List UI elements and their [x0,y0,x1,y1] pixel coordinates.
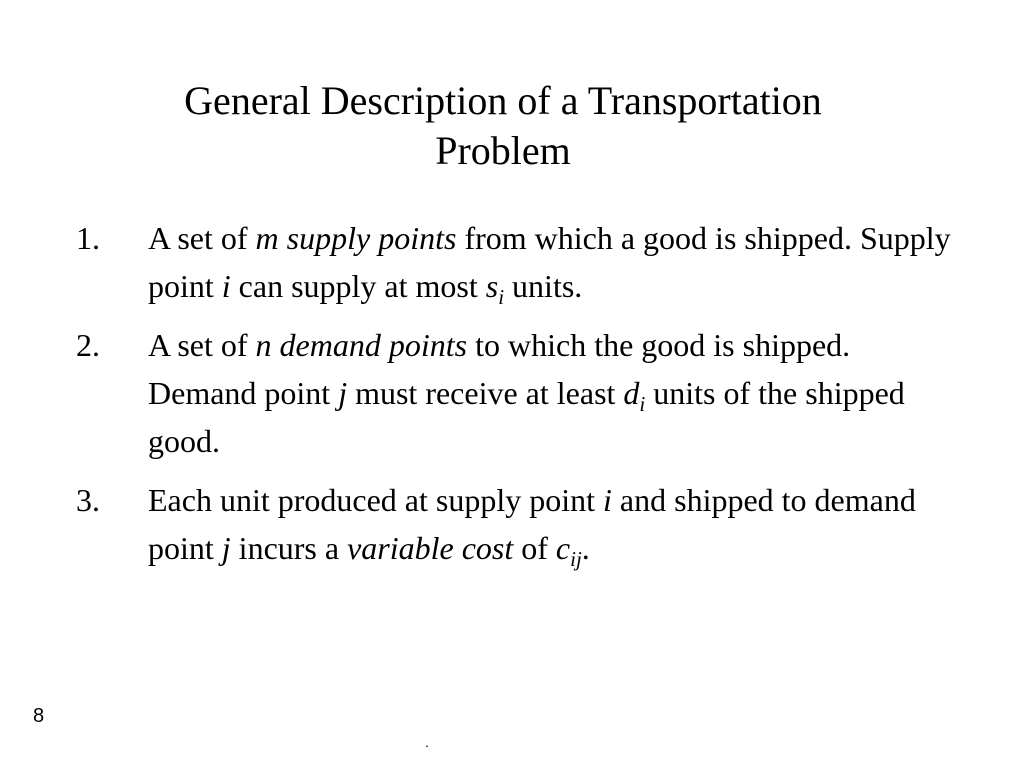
list-emphasis: n demand points [255,327,468,363]
list-item-2 [76,321,956,465]
slide-title-line-1: General Description of a Transportation [184,78,822,123]
slide-title [100,76,906,176]
list-text: Each unit produced at supply point [148,482,604,518]
list-emphasis: s [485,268,499,304]
list-emphasis: m supply points [255,220,457,256]
list-text: units of the shipped good. [148,375,905,459]
list-text: can supply at most [230,268,486,304]
list-subscript: i [639,392,646,416]
footer-mark: . [425,734,429,750]
list-subscript: i [498,285,505,309]
list-item-number: 1. [76,220,100,256]
list-item-number: 3. [76,482,100,518]
list-item-3 [76,476,956,572]
list-text: and shipped to demand point [148,482,916,566]
list-emphasis: variable cost [347,530,514,566]
list-text: units. [504,268,583,304]
numbered-list [76,214,956,583]
list-emphasis: d [623,375,640,411]
list-item-number: 2. [76,327,100,363]
list-text: from which a good is shipped. Supply point [148,220,951,304]
list-emphasis: i [221,268,231,304]
list-text: incurs a [230,530,348,566]
list-emphasis: i [603,482,612,518]
list-emphasis: c [555,530,571,566]
list-text: A set of [148,327,256,363]
slide-number: 8 [33,705,45,727]
list-text: . [581,530,590,566]
list-text: must receive at least [347,375,624,411]
list-item-1 [76,214,956,310]
list-text: of [513,530,556,566]
list-subscript: ij [570,547,582,571]
slide-title-line-2: Problem [435,128,571,173]
list-emphasis: j [221,530,231,566]
list-text: to which the good is shipped. Demand point [148,327,851,411]
list-text: A set of [148,220,256,256]
list-emphasis: j [338,375,348,411]
